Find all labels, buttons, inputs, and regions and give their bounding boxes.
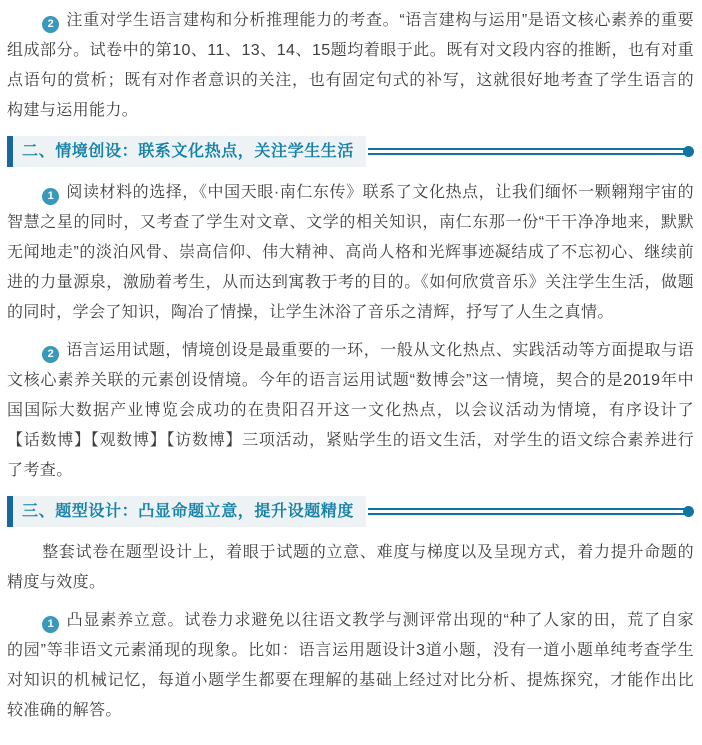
section-header-2 (7, 134, 694, 168)
paragraph (7, 6, 694, 126)
paragraph (7, 336, 694, 486)
paragraph-text: 整套试卷在题型设计上，着眼于试题的立意、难度与梯度以及呈现方式，着力提升命题的精度与效度。 (7, 544, 694, 591)
section-divider-line (368, 508, 685, 515)
circled-number-2-icon: 2 (42, 16, 59, 33)
circled-number-2-icon: 2 (42, 346, 59, 363)
paragraph-text: 阅读材料的选择，《中国天眼·南仁东传》联系了文化热点，让我们缅怀一颗翱翔宇宙的智慧之星的同时，又考查了学生对文章、文学的相关知识，南仁东那一份“干干净净地来，默默无闻地走”的淡泊风骨、崇高信仰、伟大精神、高尚人格和光辉事迹凝结成了不忘初心、继续前进的力量源泉，激励着考生，从而达到寓教于考的目的。《如何欣赏音乐》关注学生生活，做题的同时，学会了知识，陶冶了情操，让学生沐浴了音乐之清辉，抒写了人生之真情。 (7, 184, 694, 321)
paragraph (7, 538, 694, 598)
section-title: 三、题型设计：凸显命题立意，提升设题精度 (13, 496, 366, 527)
section-title: 二、情境创设：联系文化热点，关注学生生活 (13, 136, 366, 167)
paragraph-text: 语言运用试题，情境创设是最重要的一环，一般从文化热点、实践活动等方面提取与语文核心素养关联的元素创设情境。今年的语言运用试题“数博会”这一情境，契合的是2019年中国国际大数据产业博览会成功的在贵阳召开这一文化热点，以会议活动为情境，有序设计了【话数博】【观数博】【访数博】三项活动，紧贴学生的语文生活，对学生的语文综合素养进行了考查。 (7, 342, 694, 479)
circled-number-1-icon: 1 (42, 616, 59, 633)
divider-end-dot-icon (683, 506, 694, 517)
section-header-3 (7, 494, 694, 528)
paragraph-text: 凸显素养立意。试卷力求避免以往语文教学与测评常出现的“种了人家的田，荒了自家的园”等非语文元素涌现的现象。比如：语言运用题设计3道小题，没有一道小题单纯考查学生对知识的机械记忆，每道小题学生都要在理解的基础上经过对比分析、提炼探究，才能作出比较准确的解答。 (7, 612, 694, 719)
paragraph-text: 注重对学生语言建构和分析推理能力的考查。“语言建构与运用”是语文核心素养的重要组成部分。试卷中的第10、11、13、14、15题均着眼于此。既有对文段内容的推断，也有对重点语句的赏析；既有对作者意识的关注，也有固定句式的补写，这就很好地考查了学生语言的构建与运用能力。 (7, 12, 694, 119)
divider-end-dot-icon (683, 146, 694, 157)
section-divider-line (368, 148, 685, 155)
paragraph (7, 606, 694, 726)
circled-number-1-icon: 1 (42, 188, 59, 205)
paragraph (7, 178, 694, 328)
